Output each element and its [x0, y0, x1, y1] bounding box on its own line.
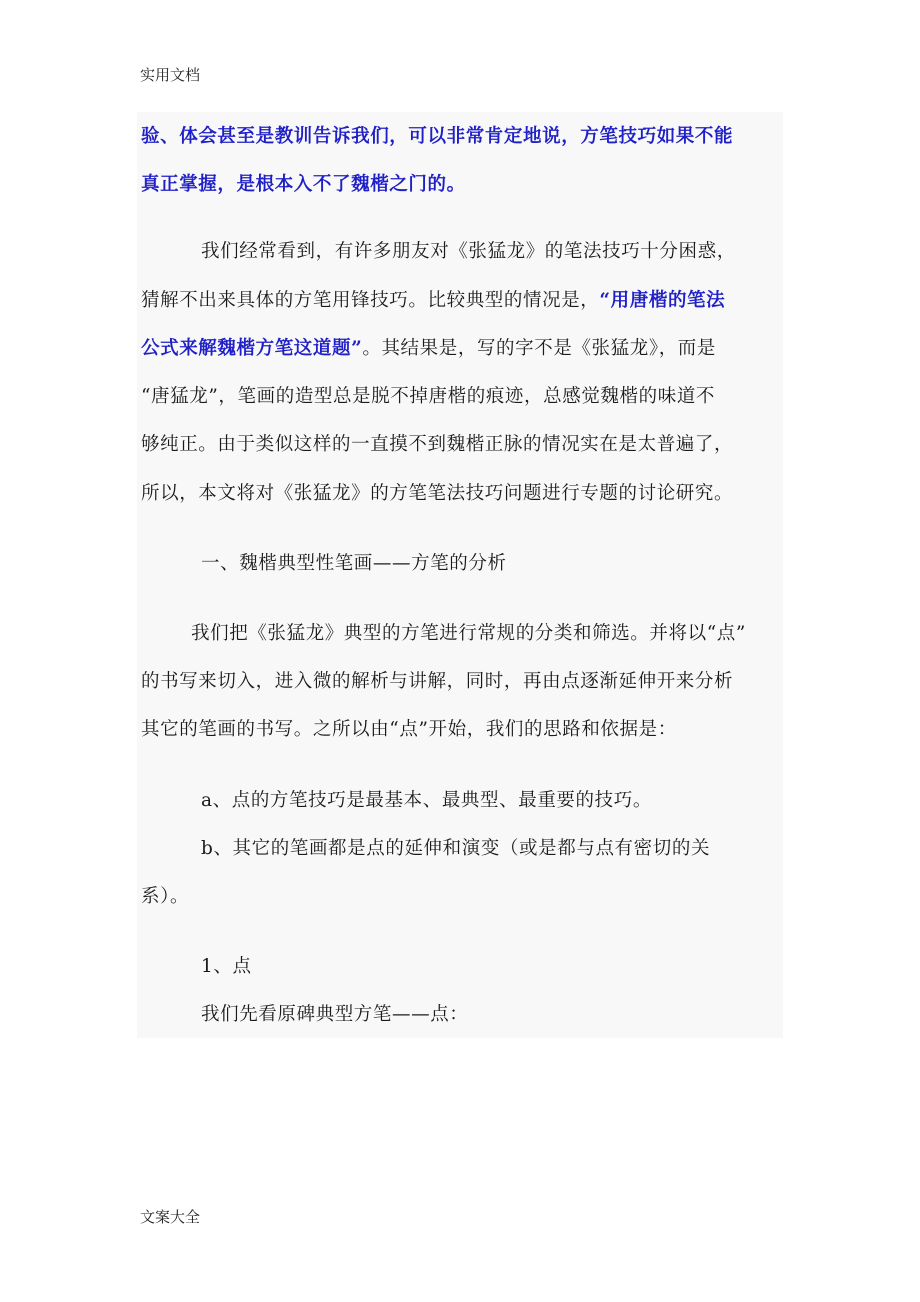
list-item-b-line-1: b、其它的笔画都是点的延伸和演变（或是都与点有密切的关	[201, 838, 711, 859]
paragraph-2-line-6: 所以，本文将对《张猛龙》的方笔笔法技巧问题进行专题的讨论研究。	[141, 483, 734, 504]
paragraph-2-line-2	[141, 289, 725, 313]
paragraph-4-line-1: 我们先看原碑典型方笔——点：	[201, 1004, 469, 1025]
section-title: 一、魏楷典型性笔画——方笔的分析	[201, 553, 507, 574]
paragraph-2-line-3	[141, 337, 716, 361]
list-item-a: a、点的方笔技巧是最基本、最典型、最重要的技巧。	[201, 790, 652, 811]
paragraph-3-line-3: 其它的笔画的书写。之所以由“点”开始，我们的思路和依据是：	[141, 719, 677, 740]
document-body	[137, 112, 783, 1038]
list-item-b-line-2: 系）。	[141, 886, 190, 907]
page-header: 实用文档	[140, 66, 201, 84]
paragraph-2-line-5: 够纯正。由于类似这样的一直摸不到魏楷正脉的情况实在是太普遍了，	[141, 434, 734, 455]
paragraph-2-line-3-text: 。其结果是，写的字不是《张猛龙》，而是	[362, 338, 716, 359]
emphasis-line-1: 验、体会甚至是教训告诉我们，可以非常肯定地说，方笔技巧如果不能	[141, 126, 734, 147]
paragraph-2-line-2-text: 猜解不出来具体的方笔用锋技巧。比较典型的情况是，	[141, 290, 600, 311]
paragraph-2-emphasis-start: “用唐楷的笔法	[599, 290, 726, 311]
paragraph-3-line-1: 我们把《张猛龙》典型的方笔进行常规的分类和筛选。并将以“点”	[191, 623, 746, 644]
page-footer: 文案大全	[140, 1208, 201, 1226]
paragraph-2-emphasis-end: 公式来解魏楷方笔这道题”	[141, 338, 363, 359]
emphasis-line-2: 真正掌握，是根本入不了魏楷之门的。	[141, 174, 466, 195]
paragraph-2-line-4: “唐猛龙”，笔画的造型总是脱不掉唐楷的痕迹，总感觉魏楷的味道不	[141, 386, 716, 407]
paragraph-3-line-2: 的书写来切入，进入微的解析与讲解，同时，再由点逐渐延伸开来分析	[141, 671, 734, 692]
paragraph-2-line-1: 我们经常看到，有许多朋友对《张猛龙》的笔法技巧十分困惑，	[201, 241, 736, 262]
subsection-title: 1、点	[201, 956, 252, 977]
